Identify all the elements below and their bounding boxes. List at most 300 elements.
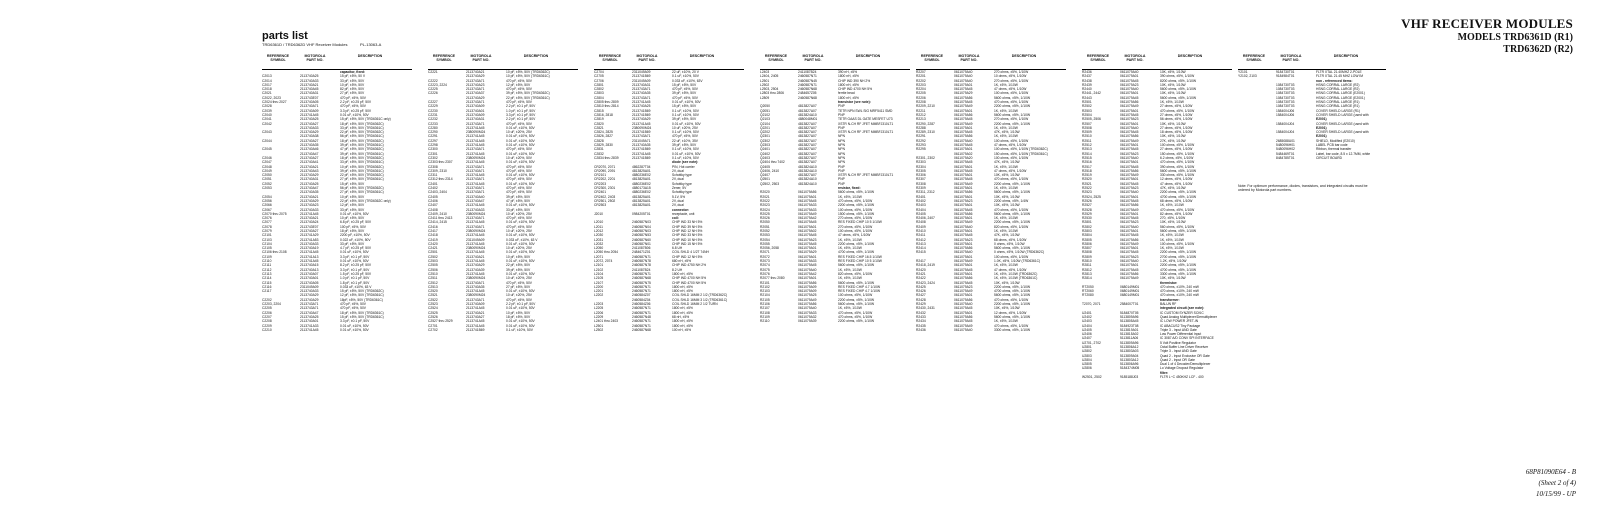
- part-number: 2113743A71: [300, 302, 319, 307]
- table-row: [428, 328, 578, 332]
- description: 1K, ±5%, 1/10W: [838, 267, 862, 272]
- ref-symbol: C2522: [428, 297, 438, 302]
- ref-symbol: R2106: [760, 302, 770, 307]
- description: 1K, ±5%, 1/10W: [838, 246, 862, 251]
- part-number: 2113741A45: [632, 100, 651, 105]
- description: 10K, ±5%, 1/10W: [1160, 276, 1186, 281]
- ref-symbol: R2512: [1082, 143, 1092, 148]
- description: 2200 ohms, ±5%, 1/10W: [838, 297, 875, 302]
- header-part: MOTOROLA PART NO.: [958, 54, 980, 62]
- model-line-1: MODELS TRD6361D (R1): [1457, 32, 1573, 43]
- description: 470 ohms, ±5%, 1/10W: [838, 310, 873, 315]
- part-number: 2460587N71: [632, 289, 651, 294]
- part-number: 2113740A01: [300, 276, 319, 281]
- description: E2001): [1316, 117, 1327, 122]
- part-number: 2113741A45: [466, 143, 485, 148]
- description: 390 ohms, ±5%, 1/10W: [1160, 74, 1195, 79]
- part-number: 2113740A71: [466, 280, 485, 285]
- description: CHIP IND 12 NH 5%: [672, 228, 703, 233]
- description: 470 pF, ±5%, 50V: [340, 104, 367, 109]
- description: NPN: [838, 151, 845, 156]
- description: transistor (see note):: [838, 100, 871, 105]
- ref-symbol: C2405: [428, 194, 438, 199]
- description: 4700 ohms, ±5%, 1/10W: [838, 250, 875, 255]
- part-number: 0611079A02: [954, 151, 973, 156]
- description: 0.01 uF, ±10%, 50V: [506, 319, 535, 324]
- ref-symbol: R2052: [760, 228, 770, 233]
- description: 1K, ±5%, 1/10W: [994, 186, 1018, 191]
- description: 4700 ohms, ±5%, 1/10W: [994, 289, 1031, 294]
- ref-symbol: C2824, 2825: [594, 130, 613, 135]
- description: 1K, ±5%, 1/10W: [994, 216, 1018, 221]
- part-number: 0611079A01: [954, 241, 973, 246]
- part-number: 2311049A09: [300, 284, 319, 289]
- part-number: 0611079A01: [1120, 228, 1139, 233]
- description: TETR GAAS DL GATE MESFET U73: [838, 117, 893, 122]
- part-number: 2113741A45: [466, 233, 485, 238]
- ref-symbol: CR2503: [594, 203, 607, 208]
- doc-number: 68P81090E64 - B: [1525, 468, 1576, 476]
- description: 1.2K, ±5%, 1/10W: [1160, 259, 1187, 264]
- part-number: 2113741A45: [300, 259, 319, 264]
- model-line-2: TRD6362D (R2): [1503, 44, 1573, 55]
- ref-symbol: L2809: [760, 95, 770, 100]
- ref-symbol: CR2501, 2502: [594, 198, 616, 203]
- description: 1.0 pF, ±0.1 pF, 50V: [506, 108, 536, 113]
- ref-symbol: R2421: [916, 271, 926, 276]
- ref-symbol: R2439: [1082, 82, 1092, 87]
- ref-symbol: C2116: [262, 284, 272, 289]
- description: 5600 ohms, ±5%, 1/10W: [994, 211, 1031, 216]
- ref-symbol: C2227: [428, 100, 438, 105]
- ref-symbol: L2012: [594, 228, 604, 233]
- part-number: 5184870T05: [1120, 310, 1139, 315]
- description: 470 pF, ±5%, 50V: [672, 95, 699, 100]
- ref-symbol: C2309, 2310: [428, 168, 447, 173]
- ref-symbol: Q2405: [760, 164, 770, 169]
- ref-symbol: R2811: [1082, 263, 1092, 268]
- ref-symbol: U2805: [1082, 362, 1092, 367]
- description: 1800 nH, ±5%: [672, 310, 693, 315]
- ref-symbol: Q2050: [760, 104, 770, 109]
- part-number: 2380090M24: [466, 155, 486, 160]
- description: E2001): [1316, 134, 1327, 139]
- ref-symbol: R2437: [1082, 74, 1092, 79]
- part-number: 5113803A12: [1120, 357, 1139, 362]
- part-number: 2113741B69: [632, 74, 651, 79]
- ref-symbol: L2101: [594, 263, 604, 268]
- description: 33 pF, ±5%, 50V: [506, 207, 531, 212]
- part-number: 5113806A96: [1120, 362, 1139, 367]
- ref-symbol: R2076: [760, 271, 770, 276]
- description: 39 pF, ±5%, 50V (TRD6361C): [340, 168, 384, 173]
- part-number: 2380090M24: [466, 293, 486, 298]
- part-number: 4880236E02: [632, 173, 651, 178]
- ref-symbol: C2526: [428, 314, 438, 319]
- description: 33 pF, ±5%, 50V: [340, 241, 365, 246]
- part-number: 2460587N78: [632, 259, 651, 264]
- parts-column: [262, 54, 412, 332]
- part-number: 2113740A38: [300, 134, 319, 139]
- description: Label, bar code, 8.5 x 12.7MM, white: [1316, 151, 1371, 156]
- description: 18 pF, ±5%, 50V (TRD6362C): [340, 155, 384, 160]
- description: 2700 ohms, ±5%, 1/10W: [1160, 254, 1197, 259]
- ref-symbol: R2072: [760, 254, 770, 259]
- part-number: 0611079A33: [798, 310, 817, 315]
- description: 470 ohms, ±5%, 1/10W: [994, 100, 1029, 105]
- ref-symbol: C2051: [262, 177, 272, 182]
- part-number: 2113740A71: [466, 186, 485, 191]
- description: 270 ohms, ±5%, 1/10W: [838, 224, 873, 229]
- ref-symbol: C2076: [262, 216, 272, 221]
- description: PNP: [838, 104, 845, 109]
- part-number: 2113743A71: [466, 164, 485, 169]
- ref-symbol: L2071: [594, 254, 604, 259]
- ref-symbol: L2502: [760, 82, 770, 87]
- description: 1K, ±5%, 1/10W: [838, 306, 862, 311]
- part-number: 4813827A07: [798, 121, 817, 126]
- part-number: 0611079A49: [1120, 173, 1139, 178]
- ref-symbol: C2832: [594, 151, 604, 156]
- ref-symbol: Q2051: [760, 108, 770, 113]
- ref-symbol: C2291: [428, 134, 438, 139]
- part-number: 4813827A07: [798, 134, 817, 139]
- description: receptacle, unit: [672, 211, 695, 216]
- description: 12 pF, ±5%, 50V: [506, 82, 531, 87]
- description: 1800 nH, ±5%: [672, 289, 693, 294]
- description: NPN: [838, 160, 845, 165]
- ref-symbol: C2105: [262, 246, 272, 251]
- part-number: 0611079A45: [954, 319, 973, 324]
- ref-symbol: R2307: [916, 177, 926, 182]
- part-number: 0611079A49: [954, 220, 973, 225]
- part-number: 2113740A21: [300, 194, 319, 199]
- ref-symbol: C2826, 2827: [594, 134, 613, 139]
- part-number: 5480096H02: [1276, 147, 1295, 152]
- description: 0.01 uF, ±10%, 50V: [506, 173, 535, 178]
- part-number: 2113741B69: [632, 155, 651, 160]
- ref-symbol: L2031: [594, 237, 604, 242]
- part-number: 1584004J04: [1276, 121, 1295, 126]
- part-number: 0611079A45: [1120, 95, 1139, 100]
- ref-symbol: C2512: [428, 280, 438, 285]
- part-number: 0611079A49: [1120, 241, 1139, 246]
- ref-symbol: C2524: [428, 306, 438, 311]
- ref-symbol: R2291: [916, 134, 926, 139]
- description: 0.022 uF, ±10%, 50V: [340, 237, 371, 242]
- description: Quad 2 - Input Exclusive OR Gate: [1160, 353, 1210, 358]
- part-number: 2113740A35: [466, 284, 485, 289]
- description: CHIP IND 10 NH 5%: [672, 237, 703, 242]
- description: 0.01 uF, ±10%, 50V: [506, 151, 535, 156]
- part-number: 4813827A07: [798, 138, 817, 143]
- ref-symbol: C2801: [594, 82, 604, 87]
- part-number: 0611079A49: [1120, 104, 1139, 109]
- description: 1K, ±5%, 1/10W: [994, 134, 1018, 139]
- description: 2V, dual: [672, 177, 684, 182]
- description: 1800 nH, ±5%: [838, 74, 859, 79]
- table-row: [262, 328, 412, 332]
- ref-symbol: R2104: [760, 293, 770, 298]
- part-number: 0611079A45: [1120, 164, 1139, 169]
- ref-symbol: R2517: [1082, 164, 1092, 169]
- part-number: 2113740A33: [300, 207, 319, 212]
- part-number: 2460587N71: [632, 310, 651, 315]
- table-row: [594, 328, 744, 332]
- description: 10 pF, ±5%, 50V (TRD6361C): [506, 74, 550, 79]
- ref-symbol: C2103: [262, 237, 272, 242]
- part-number: 1084730T03: [1276, 87, 1295, 92]
- part-number: 4813824A10: [798, 177, 817, 182]
- part-number: 0611079A45: [954, 207, 973, 212]
- description: 100 ohms, ±5%, 1/10W: [1160, 241, 1195, 246]
- ref-symbol: R2410: [916, 228, 926, 233]
- description: 100 ohms, ±5%, 1/10W (TRD6362C): [994, 147, 1048, 152]
- ref-symbol: R2402: [916, 198, 926, 203]
- part-number: 4813824A10: [798, 181, 817, 186]
- column-headers: [1238, 54, 1386, 70]
- description: 47 ohms, ±5%, 1/10W: [994, 143, 1027, 148]
- part-number: 2113740A15: [300, 263, 319, 268]
- ref-symbol: R2212: [916, 112, 926, 117]
- ref-symbol: R2292: [916, 138, 926, 143]
- ref-symbol: R2519: [1082, 173, 1092, 178]
- ref-symbol: C2223, 2224: [428, 82, 447, 87]
- description: diode (see note):: [672, 160, 699, 165]
- ref-symbol: R2436: [1082, 70, 1092, 74]
- description: RES FIXED CHIP 10 5 1/10W: [838, 220, 882, 225]
- part-number: 0611079A49: [954, 104, 973, 109]
- ref-symbol: C2110: [262, 259, 272, 264]
- description: filter:: [1160, 370, 1169, 375]
- ref-symbol: R2295: [916, 147, 926, 152]
- ref-symbol: Q2401: [760, 147, 770, 152]
- part-number: 0611079A56: [1120, 100, 1139, 105]
- ref-symbol: C2115: [262, 280, 272, 285]
- description: 10 uF, ±20%, 25V: [506, 130, 533, 135]
- ref-symbol: C2834 thru 2839: [594, 155, 619, 160]
- description: RES FIXED CHIP 16.5 1/10W: [838, 254, 882, 259]
- ref-symbol: R2813: [1082, 271, 1092, 276]
- description: 15 pF, ±5%, 50V (TRD6362C): [340, 289, 384, 294]
- part-number: 2113743A71: [466, 100, 485, 105]
- description: Schottky type: [672, 173, 692, 178]
- part-number: 2113740A25: [632, 104, 651, 109]
- part-number: 0611079A01: [1120, 160, 1139, 165]
- description: COVER SHIELD LARGE (used with: [1316, 130, 1369, 135]
- ref-symbol: C2802: [594, 87, 604, 92]
- part-number: 0611079A40: [954, 302, 973, 307]
- part-number: 0611079A45: [798, 220, 817, 225]
- ref-symbol: R2309: [916, 186, 926, 191]
- header-part: MOTOROLA PART NO.: [802, 54, 824, 62]
- part-number: 2113740A71: [466, 168, 485, 173]
- ref-symbol: R2802: [1082, 224, 1092, 229]
- ref-symbol: C2298: [428, 143, 438, 148]
- part-number: 2113741A45: [466, 319, 485, 324]
- description: 1K, ±5%, 1/10W: [838, 237, 862, 242]
- part-number: 4813827A07: [798, 143, 817, 148]
- description: 10 uF, ±20%, 25V: [506, 246, 533, 251]
- part-number: 2113740A01: [300, 319, 319, 324]
- description: 10K, ±5%, 1/10W: [994, 173, 1020, 178]
- part-number: 0611079A56: [954, 276, 973, 281]
- part-number: 2113740A33: [300, 241, 319, 246]
- description: 5 Volt Positive Regulator: [1160, 340, 1196, 345]
- part-number: 0611079A01: [954, 194, 973, 199]
- description: 3300 ohms, ±5%, 1/10W: [994, 327, 1031, 332]
- description: 0.01 uF, ±10%, 50V: [506, 233, 535, 238]
- ref-symbol: R2530: [1082, 216, 1092, 221]
- description: 3300 ohms, ±5%, 1/10W: [1160, 271, 1197, 276]
- description: RES FIXED CHIP 4.7 1/10W: [838, 284, 881, 289]
- part-number: 1084730T03: [1276, 104, 1295, 109]
- ref-symbol: C2297: [428, 138, 438, 143]
- description: HSNG CORRAL LARGE (E2001): [1316, 91, 1365, 96]
- part-number: 0611079A40: [954, 78, 973, 83]
- part-number: 2113743A71: [466, 121, 485, 126]
- description: 470 pF, ±5%, 50V: [506, 164, 533, 169]
- part-number: 2113740A33: [300, 125, 319, 130]
- description: 0.01 uF, ±10%, 50V: [340, 323, 369, 328]
- part-number: 2380090M24: [466, 211, 486, 216]
- ref-symbol: R2303: [916, 160, 926, 165]
- part-number: 0611079A01: [1120, 91, 1139, 96]
- ref-symbol: C2311: [428, 173, 438, 178]
- ref-symbol: R2206: [916, 95, 926, 100]
- part-number: 0611079A45: [798, 233, 817, 238]
- ref-symbol: R2051: [760, 224, 770, 229]
- ref-symbol: C2505: [428, 263, 438, 268]
- description: coil:: [672, 216, 679, 221]
- part-number: 4880048M01: [798, 117, 818, 122]
- ref-symbol: R2805: [1082, 237, 1092, 242]
- description: 0.01 uF, ±10%, 50V: [506, 203, 535, 208]
- part-number: 2113741A45: [466, 220, 485, 225]
- ref-symbol: J2010: [594, 211, 603, 216]
- description: 0.01 uF, ±10%, 50V: [506, 259, 535, 264]
- ref-symbol: Q2103: [760, 117, 770, 122]
- part-number: 2113740A05: [300, 280, 319, 285]
- ref-symbol: R2305: [916, 168, 926, 173]
- description: 0.01 uF, ±10%, 50V: [340, 250, 369, 255]
- description: BALUN RF: [1160, 302, 1177, 307]
- ref-symbol: L2107: [594, 280, 604, 285]
- ref-symbol: CR2300, 2301: [594, 186, 616, 191]
- column-headers: [262, 54, 412, 70]
- part-number: 2113741A45: [300, 327, 319, 332]
- part-number: 2113740A21: [300, 164, 319, 169]
- description: 470 ohms, ±5%, 1/10W: [994, 207, 1029, 212]
- part-number: 0611079A01: [1120, 246, 1139, 251]
- ref-symbol: R2807: [1082, 246, 1092, 251]
- part-number: 0611079A56: [798, 280, 817, 285]
- description: 470 ohms, ±5%, 1/10W: [994, 323, 1029, 328]
- description: 2200 ohms, ±5%, 1/10W: [1160, 190, 1197, 195]
- description: 1K, ±5%, 1/10W: [1160, 100, 1184, 105]
- part-number: 4862287T04: [632, 164, 651, 169]
- description: 0.01 uF, ±10%, 50V: [506, 125, 535, 130]
- description: 10 ohms, ±5%, 1/10W: [994, 74, 1027, 79]
- ref-symbol: R2520: [1082, 177, 1092, 182]
- part-number: 0611079A01: [1120, 211, 1139, 216]
- ref-symbol: C2510: [428, 271, 438, 276]
- part-number: 9184984T01: [1276, 74, 1295, 79]
- part-number: 1584004J06: [1276, 108, 1295, 113]
- part-number: 2113741A45: [466, 289, 485, 294]
- part-number: 0611079A56: [798, 190, 817, 195]
- description: 470 pF, ±5%, 50V: [506, 280, 533, 285]
- ref-symbol: C2421: [428, 246, 438, 251]
- description: 100 ohms, ±5%, 1/10W: [994, 155, 1029, 160]
- part-number: 0611079A40: [954, 250, 973, 255]
- ref-symbol: L2502: [594, 327, 604, 332]
- ref-symbol: C2070 thru 2075: [262, 211, 287, 216]
- header-ref: REFERENCE SYMBOL: [598, 54, 622, 62]
- part-number: 0611079A23: [1120, 220, 1139, 225]
- part-number: 0611079A45: [954, 267, 973, 272]
- part-number: 2460587N71: [798, 82, 817, 87]
- ref-symbol: U2802: [1082, 349, 1092, 354]
- description: Schottky type: [672, 181, 692, 186]
- ref-symbol: L2203: [594, 302, 604, 307]
- part-number: 0611079A01: [954, 254, 973, 259]
- part-number: 4813824A10: [798, 168, 817, 173]
- part-number: 0680149M01: [1120, 289, 1140, 294]
- part-number: 0611079A40: [954, 70, 973, 74]
- description: 470 pF, ±5%, 50V: [340, 302, 367, 307]
- description: 27 ohms, ±5%, 1/10W: [1160, 104, 1193, 109]
- description: 470 ohms, ±5%, 1/10W: [1160, 160, 1195, 165]
- description: 1K, ±5%, 1/10W: [1160, 203, 1184, 208]
- ref-symbol: L2202: [594, 293, 604, 298]
- ref-symbol: C2049: [262, 168, 272, 173]
- part-number: 2113740A21: [300, 216, 319, 221]
- part-number: 2113740A29: [466, 95, 485, 100]
- part-number: 0611079A45: [954, 233, 973, 238]
- description: 5600 ohms, ±5%, 1/10W: [1160, 95, 1197, 100]
- ref-symbol: R2803: [1082, 228, 1092, 233]
- part-number: 0611079A01: [954, 216, 973, 221]
- description: 56 pF, ±5%, 50V (TRD6362C): [340, 186, 384, 191]
- description: 2200 ohms, ±5%, 1/10W: [994, 181, 1031, 186]
- part-number: 4813827A07: [798, 125, 817, 130]
- description: 270 ohms, ±5%, 1/10W: [838, 216, 873, 221]
- ref-symbol: R2515: [1082, 155, 1092, 160]
- ref-symbol: C2803: [594, 91, 604, 96]
- ref-symbol: CR2090, 2091: [594, 168, 616, 173]
- part-number: 2113740A09: [466, 104, 485, 109]
- ref-symbol: R2801: [1082, 220, 1092, 225]
- description: CHIP IND 4700 NH 5%: [838, 87, 873, 92]
- part-number: 2113740A47: [300, 186, 319, 191]
- part-number: 0611079A23: [1120, 254, 1139, 259]
- part-number: 2113740A41: [300, 160, 319, 165]
- ref-symbol: R2508: [1082, 125, 1092, 130]
- revision-date: 10/15/99 - UP: [1535, 490, 1576, 498]
- part-number: 2113741B69: [632, 108, 651, 113]
- ref-symbol: R2073: [760, 259, 770, 264]
- description: PNP: [838, 168, 845, 173]
- part-number: 2460587N71: [632, 323, 651, 328]
- description: 1K, ±5%, 1/10W: [994, 319, 1018, 324]
- ref-symbol: R2409: [916, 224, 926, 229]
- description: 470 pF, ±5%, 50V: [506, 224, 533, 229]
- part-number: 5484469T01: [1276, 151, 1295, 156]
- description: CHIP IND 39 NH 5%: [672, 224, 703, 229]
- part-number: 0611079A01: [954, 108, 973, 113]
- ref-symbol: R2503: [1082, 108, 1092, 113]
